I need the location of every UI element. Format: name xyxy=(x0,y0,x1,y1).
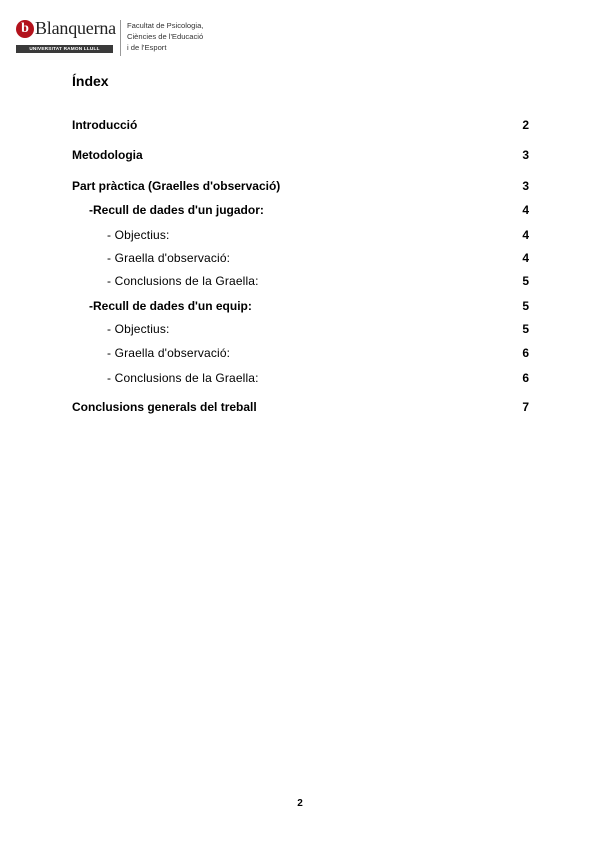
toc-entry[interactable] xyxy=(0,298,600,314)
toc-entry[interactable] xyxy=(0,147,600,163)
blanquerna-logo-icon: b xyxy=(16,20,34,38)
faculty-line: i de l'Esport xyxy=(127,43,167,52)
toc-entry[interactable] xyxy=(0,227,600,243)
toc-entry[interactable] xyxy=(0,178,600,194)
toc-entry[interactable] xyxy=(0,370,600,386)
toc-entry[interactable] xyxy=(0,399,600,415)
toc-entry-page: 4 xyxy=(522,251,529,265)
toc-entry-page: 6 xyxy=(522,346,529,360)
toc-entry-page: 2 xyxy=(522,118,529,132)
toc-entry-label: - Objectius: xyxy=(107,228,170,242)
toc-entry-label: - Conclusions de la Graella: xyxy=(107,274,259,288)
toc-entry[interactable] xyxy=(0,117,600,133)
faculty-line: Ciències de l'Educació xyxy=(127,32,204,41)
faculty-name xyxy=(127,20,203,53)
toc-entry[interactable] xyxy=(0,250,600,266)
toc-entry-page: 6 xyxy=(522,371,529,385)
toc-entry-label: - Conclusions de la Graella: xyxy=(107,371,259,385)
toc-entry[interactable] xyxy=(0,321,600,337)
page-number: 2 xyxy=(297,798,303,809)
page-title: Índex xyxy=(72,73,109,89)
toc-entry-label: - Graella d'observació: xyxy=(107,251,231,265)
toc-entry-page: 4 xyxy=(522,228,529,242)
toc-entry-page: 3 xyxy=(522,179,529,193)
toc-entry-label: -Recull de dades d'un equip: xyxy=(89,299,252,313)
toc-entry-page: 5 xyxy=(522,299,529,313)
toc-entry-label: Conclusions generals del treball xyxy=(72,400,257,414)
faculty-line: Facultat de Psicologia, xyxy=(127,21,204,30)
toc-entry-page: 5 xyxy=(522,274,529,288)
document-header xyxy=(16,18,256,58)
toc-entry-label: - Graella d'observació: xyxy=(107,346,231,360)
toc-entry-page: 5 xyxy=(522,322,529,336)
toc-entry[interactable] xyxy=(0,202,600,218)
toc-entry-label: Metodologia xyxy=(72,148,143,162)
toc-entry-label: -Recull de dades d'un jugador: xyxy=(89,203,264,217)
toc-entry-label: - Objectius: xyxy=(107,322,170,336)
toc-entry[interactable] xyxy=(0,273,600,289)
toc-entry-label: Introducció xyxy=(72,118,138,132)
logo-name: Blanquerna xyxy=(35,18,116,38)
logo-university-bar: UNIVERSITAT RAMON LLULL xyxy=(16,45,113,53)
toc-entry[interactable] xyxy=(0,345,600,361)
toc-entry-page: 7 xyxy=(522,400,529,414)
header-divider xyxy=(120,20,121,56)
toc-entry-page: 4 xyxy=(522,203,529,217)
toc-entry-page: 3 xyxy=(522,148,529,162)
toc-entry-label: Part pràctica (Graelles d'observació) xyxy=(72,179,281,193)
